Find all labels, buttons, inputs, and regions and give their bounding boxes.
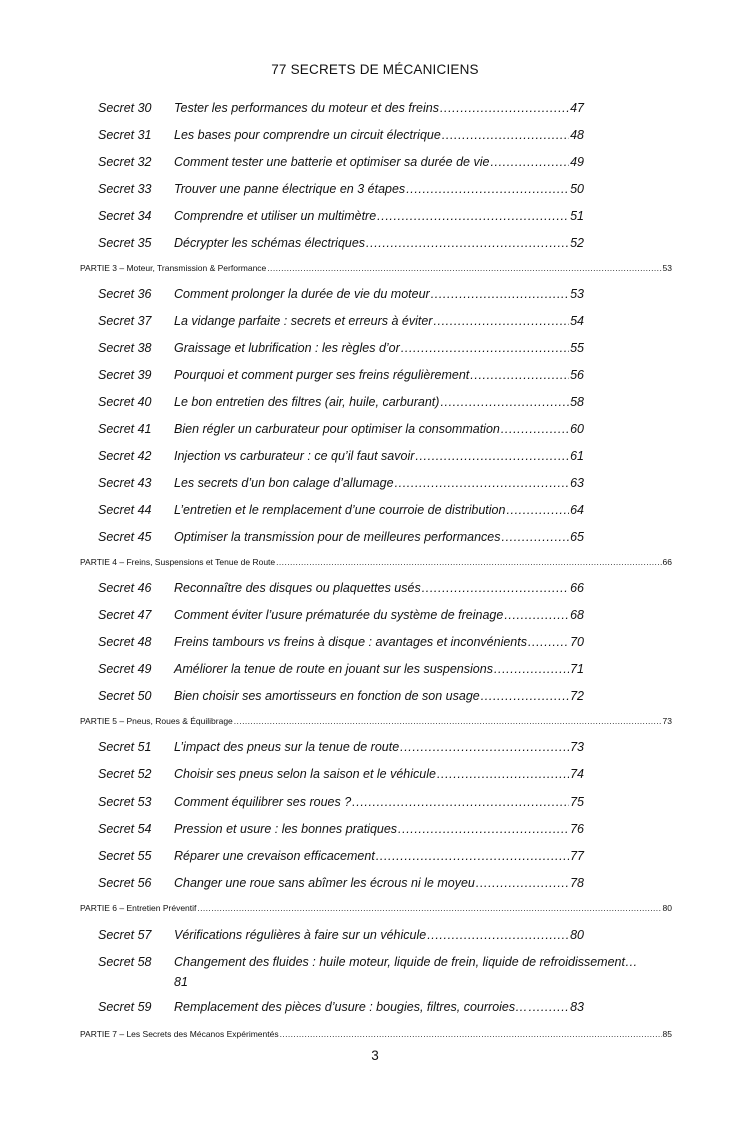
secret-title: Tester les performances du moteur et des freins xyxy=(174,101,439,115)
toc-part-5[interactable] xyxy=(80,714,672,728)
page-ref: 52 xyxy=(570,236,584,250)
secret-title: L’entretien et le remplacement d’une courroie de distribution xyxy=(174,503,506,517)
secret-title: Comprendre et utiliser un multimètre xyxy=(174,209,377,223)
secret-title: Trouver une panne électrique en 3 étapes xyxy=(174,182,406,196)
dot-leader xyxy=(506,501,569,519)
dot-leader xyxy=(470,366,569,384)
dot-leader xyxy=(490,153,569,171)
toc-entry-secret-58[interactable] xyxy=(0,953,750,989)
dot-leader xyxy=(442,126,569,144)
page-ref: 77 xyxy=(570,849,584,863)
page-ref: 75 xyxy=(570,795,584,809)
page-ref: 61 xyxy=(570,449,584,463)
secret-title: Décrypter les schémas électriques xyxy=(174,236,366,250)
secret-title: Bien régler un carburateur pour optimiser la consommation xyxy=(174,422,500,436)
toc-entry-secret-41[interactable] xyxy=(0,420,750,438)
secret-number: Secret 55 xyxy=(98,849,152,863)
secret-title: Remplacement des pièces d’usure : bougies, filtres, courroies… xyxy=(174,1000,528,1014)
secret-number: Secret 57 xyxy=(98,928,152,942)
dot-leader xyxy=(415,447,569,465)
dot-leader xyxy=(398,820,569,838)
page-ref: 50 xyxy=(570,182,584,196)
secret-title: Les secrets d’un bon calage d’allumage xyxy=(174,476,394,490)
secret-title: Bien choisir ses amortisseurs en fonction de son usage xyxy=(174,689,480,703)
secret-number: Secret 59 xyxy=(98,1000,152,1014)
page-ref: 49 xyxy=(570,155,584,169)
page-ref: 51 xyxy=(570,209,584,223)
page-number: 3 xyxy=(371,1048,379,1063)
secret-number: Secret 34 xyxy=(98,209,152,223)
dot-leader xyxy=(529,998,569,1016)
toc-entry-secret-54[interactable] xyxy=(0,820,750,838)
toc-entry-secret-52[interactable] xyxy=(0,765,750,783)
page-ref: 60 xyxy=(570,422,584,436)
page-ref: 66 xyxy=(570,581,584,595)
page-ref: 76 xyxy=(570,822,584,836)
secret-number: Secret 41 xyxy=(98,422,152,436)
secret-title: Le bon entretien des filtres (air, huile, carburant) xyxy=(174,395,440,409)
part-title: PARTIE 3 – Moteur, Transmission & Performance xyxy=(80,263,267,273)
toc-part-6[interactable] xyxy=(80,901,672,915)
toc-entry-secret-51[interactable] xyxy=(0,738,750,756)
secret-number: Secret 30 xyxy=(98,101,152,115)
toc-entry-secret-59[interactable] xyxy=(0,998,750,1016)
secret-title: Améliorer la tenue de route en jouant sur les suspensions xyxy=(174,662,493,676)
toc-entry-secret-46[interactable] xyxy=(0,579,750,597)
dot-leader xyxy=(401,339,569,357)
page-ref: 58 xyxy=(570,395,584,409)
dot-leader xyxy=(422,579,569,597)
secret-title: Pourquoi et comment purger ses freins régulièrement xyxy=(174,368,470,382)
toc-entry-secret-36[interactable] xyxy=(0,285,750,303)
dot-leader xyxy=(494,660,569,678)
dot-leader xyxy=(267,261,661,275)
dot-leader xyxy=(366,234,569,252)
secret-title: Choisir ses pneus selon la saison et le véhicule xyxy=(174,767,436,781)
page-ref: 81 xyxy=(174,975,188,989)
toc-entry-secret-39[interactable] xyxy=(0,366,750,384)
secret-title: Comment éviter l’usure prématurée du système de freinage xyxy=(174,608,504,622)
secret-number: Secret 48 xyxy=(98,635,152,649)
toc-entry-secret-37[interactable] xyxy=(0,312,750,330)
part-title: PARTIE 5 – Pneus, Roues & Équilibrage xyxy=(80,716,233,726)
page-ref: 72 xyxy=(570,689,584,703)
page-ref: 63 xyxy=(570,476,584,490)
secret-number: Secret 43 xyxy=(98,476,152,490)
secret-number: Secret 37 xyxy=(98,314,152,328)
secret-number: Secret 33 xyxy=(98,182,152,196)
secret-title: Reconnaître des disques ou plaquettes usés xyxy=(174,581,421,595)
toc-entry-secret-38[interactable] xyxy=(0,339,750,357)
part-title: PARTIE 6 – Entretien Préventif xyxy=(80,903,197,913)
secret-title: Optimiser la transmission pour de meilleures performances xyxy=(174,530,501,544)
toc-entry-secret-47[interactable] xyxy=(0,606,750,624)
page-ref: 73 xyxy=(662,716,672,726)
toc-entry-secret-55[interactable] xyxy=(0,847,750,865)
page-ref: 53 xyxy=(570,287,584,301)
secret-title: Changer une roue sans abîmer les écrous ni le moyeu xyxy=(174,876,475,890)
secret-title: Comment prolonger la durée de vie du moteur xyxy=(174,287,430,301)
page-ref: 73 xyxy=(570,740,584,754)
page-ref: 48 xyxy=(570,128,584,142)
secret-number: Secret 44 xyxy=(98,503,152,517)
page-ref: 56 xyxy=(570,368,584,382)
dot-leader xyxy=(433,312,569,330)
dot-leader xyxy=(197,901,661,915)
page-ref: 65 xyxy=(570,530,584,544)
toc-entry-secret-35[interactable] xyxy=(0,234,750,252)
secret-title: Pression et usure : les bonnes pratiques xyxy=(174,822,398,836)
dot-leader xyxy=(501,420,569,438)
toc-entry-secret-57[interactable] xyxy=(0,926,750,944)
page-ref: 74 xyxy=(570,767,584,781)
secret-number: Secret 51 xyxy=(98,740,152,754)
dot-leader xyxy=(400,738,569,756)
toc-entry-secret-48[interactable] xyxy=(0,633,750,651)
dot-leader xyxy=(502,528,570,546)
secret-number: Secret 54 xyxy=(98,822,152,836)
page-ref: 71 xyxy=(570,662,584,676)
toc-part-3[interactable] xyxy=(80,261,672,275)
page-ref: 85 xyxy=(662,1029,672,1039)
dot-leader xyxy=(427,926,569,944)
toc-entry-secret-33[interactable] xyxy=(0,180,750,198)
dot-leader xyxy=(476,874,569,892)
toc-part-7[interactable] xyxy=(80,1027,672,1041)
page-ref: 66 xyxy=(662,557,672,567)
page-ref: 68 xyxy=(570,608,584,622)
secret-number: Secret 31 xyxy=(98,128,152,142)
dot-leader xyxy=(528,633,569,651)
secret-number: Secret 58 xyxy=(98,955,152,969)
dot-leader xyxy=(481,687,569,705)
secret-number: Secret 38 xyxy=(98,341,152,355)
dot-leader xyxy=(376,847,569,865)
dot-leader xyxy=(352,793,569,811)
toc-entry-secret-56[interactable] xyxy=(0,874,750,892)
secret-number: Secret 49 xyxy=(98,662,152,676)
dot-leader xyxy=(406,180,569,198)
secret-number: Secret 46 xyxy=(98,581,152,595)
toc-entry-secret-34[interactable] xyxy=(0,207,750,225)
secret-number: Secret 45 xyxy=(98,530,152,544)
toc-entry-secret-42[interactable] xyxy=(0,447,750,465)
toc-part-4[interactable] xyxy=(80,555,672,569)
dot-leader xyxy=(280,1027,662,1041)
secret-title: Vérifications régulières à faire sur un véhicule xyxy=(174,928,427,942)
page-ref: 53 xyxy=(662,263,672,273)
secret-number: Secret 53 xyxy=(98,795,152,809)
dot-leader xyxy=(234,714,662,728)
dot-leader xyxy=(504,606,569,624)
page-ref: 70 xyxy=(570,635,584,649)
secret-title: La vidange parfaite : secrets et erreurs à éviter xyxy=(174,314,433,328)
secret-number: Secret 47 xyxy=(98,608,152,622)
page-ref: 83 xyxy=(570,1000,584,1014)
toc-entry-secret-53[interactable] xyxy=(0,793,750,811)
dot-leader xyxy=(431,285,569,303)
dot-leader xyxy=(440,393,569,411)
dot-leader xyxy=(437,765,569,783)
secret-title: L’impact des pneus sur la tenue de route xyxy=(174,740,400,754)
page-ref: 54 xyxy=(570,314,584,328)
secret-title: Injection vs carburateur : ce qu’il faut savoir xyxy=(174,449,415,463)
toc-entry-secret-43[interactable] xyxy=(0,474,750,492)
toc-entry-secret-50[interactable] xyxy=(0,687,750,705)
secret-number: Secret 35 xyxy=(98,236,152,250)
secret-number: Secret 40 xyxy=(98,395,152,409)
secret-title: Graissage et lubrification : les règles d’or xyxy=(174,341,400,355)
page-ref: 64 xyxy=(570,503,584,517)
dot-leader xyxy=(377,207,569,225)
secret-title: Comment tester une batterie et optimiser sa durée de vie xyxy=(174,155,490,169)
toc-entry-secret-44[interactable] xyxy=(0,501,750,519)
page-ref: 55 xyxy=(570,341,584,355)
secret-number: Secret 32 xyxy=(98,155,152,169)
page-ref: 78 xyxy=(570,876,584,890)
dot-leader xyxy=(395,474,570,492)
toc-entry-secret-45[interactable] xyxy=(0,528,750,546)
page-ref: 80 xyxy=(570,928,584,942)
toc-entry-secret-30[interactable] xyxy=(0,99,750,117)
secret-title: Réparer une crevaison efficacement xyxy=(174,849,375,863)
secret-number: Secret 39 xyxy=(98,368,152,382)
part-title: PARTIE 7 – Les Secrets des Mécanos Expérimentés xyxy=(80,1029,279,1039)
toc-entry-secret-40[interactable] xyxy=(0,393,750,411)
secret-number: Secret 56 xyxy=(98,876,152,890)
secret-number: Secret 50 xyxy=(98,689,152,703)
secret-title: Changement des fluides : huile moteur, liquide de frein, liquide de refroidissement… xyxy=(174,955,638,969)
secret-title: Comment équilibrer ses roues ? xyxy=(174,795,352,809)
page-ref: 80 xyxy=(662,903,672,913)
page-ref: 47 xyxy=(570,101,584,115)
toc-entry-secret-31[interactable] xyxy=(0,126,750,144)
dot-leader xyxy=(276,555,661,569)
toc-entry-secret-32[interactable] xyxy=(0,153,750,171)
page-title: 77 SECRETS DE MÉCANICIENS xyxy=(271,62,479,77)
secret-title: Les bases pour comprendre un circuit électrique xyxy=(174,128,441,142)
secret-title: Freins tambours vs freins à disque : avantages et inconvénients xyxy=(174,635,527,649)
part-title: PARTIE 4 – Freins, Suspensions et Tenue de Route xyxy=(80,557,276,567)
secret-number: Secret 42 xyxy=(98,449,152,463)
dot-leader xyxy=(440,99,569,117)
toc-entry-secret-49[interactable] xyxy=(0,660,750,678)
secret-number: Secret 36 xyxy=(98,287,152,301)
secret-number: Secret 52 xyxy=(98,767,152,781)
